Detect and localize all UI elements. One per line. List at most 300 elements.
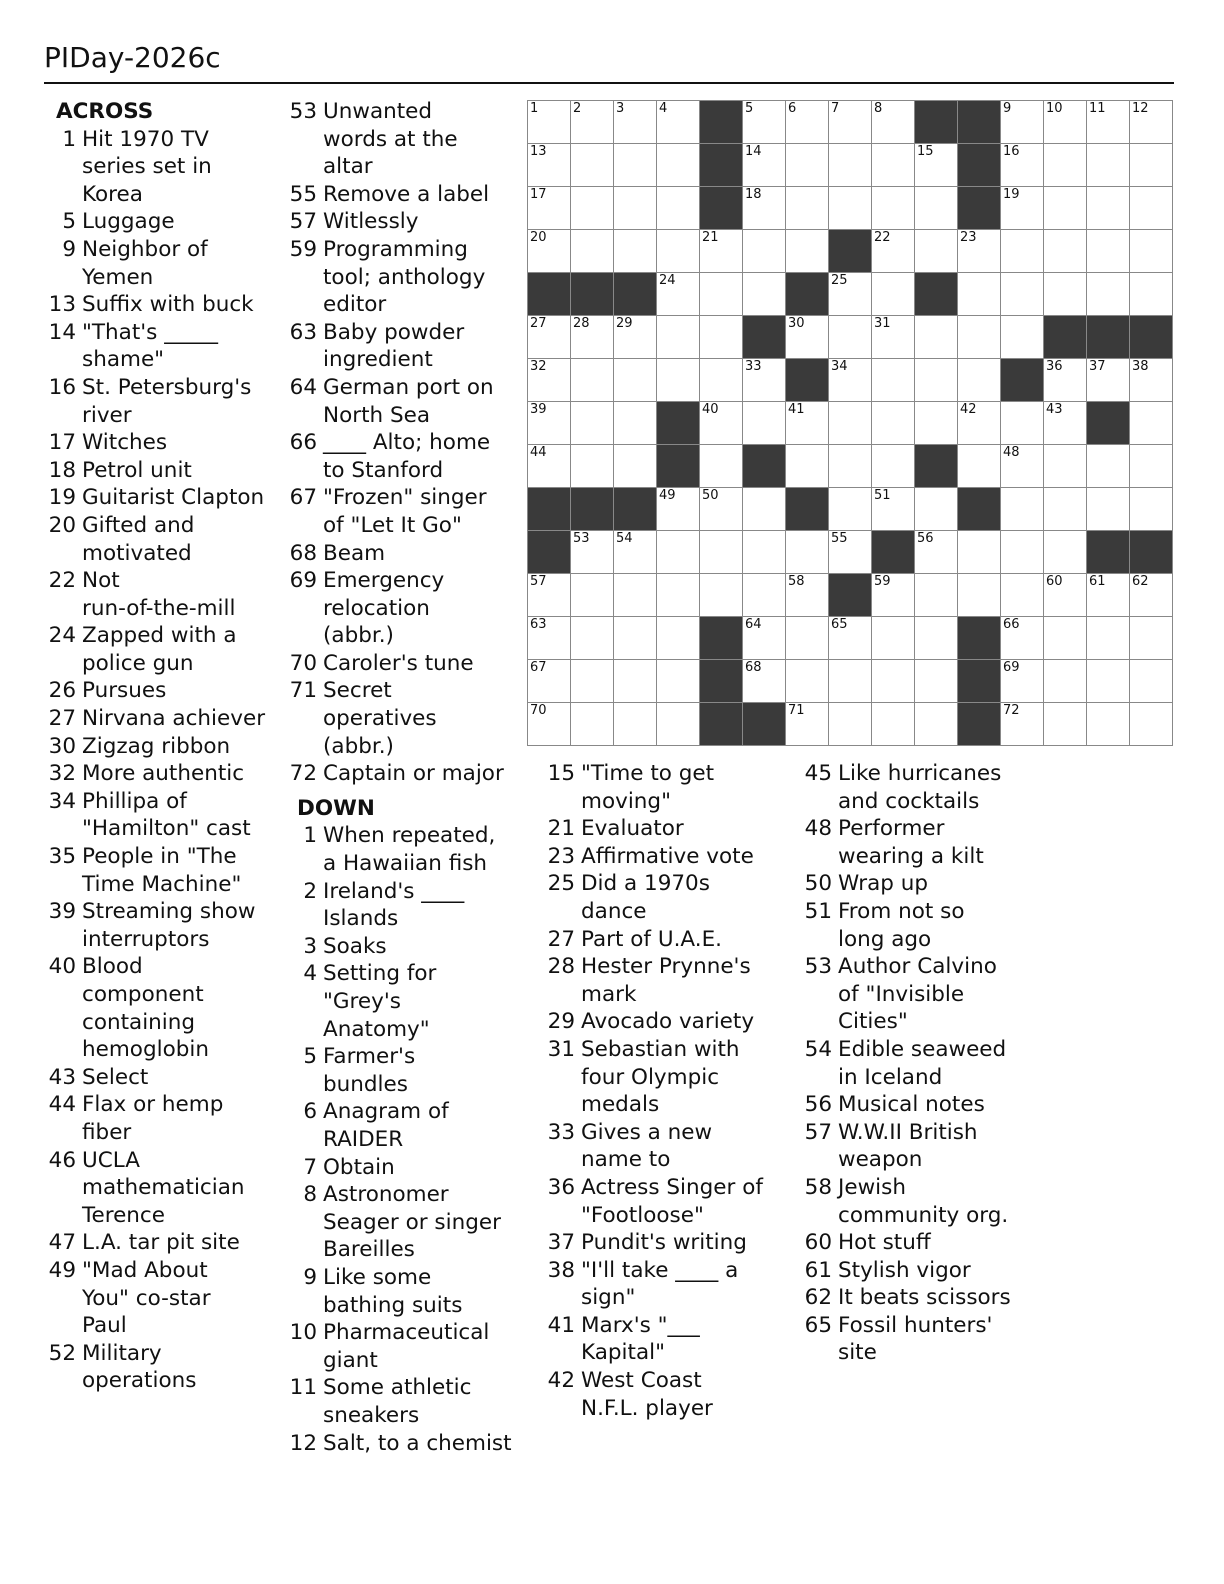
grid-cell[interactable] bbox=[871, 229, 914, 272]
grid-cell[interactable] bbox=[570, 100, 613, 143]
clue-item bbox=[800, 1036, 1050, 1091]
grid-cell[interactable] bbox=[656, 573, 699, 616]
grid-cell[interactable] bbox=[699, 358, 742, 401]
clue-number: 26 bbox=[48, 678, 76, 704]
grid-cell[interactable] bbox=[914, 358, 957, 401]
grid-cell[interactable] bbox=[1129, 358, 1172, 401]
grid-cell[interactable] bbox=[914, 186, 957, 229]
clue-number: 37 bbox=[547, 1230, 575, 1256]
clue-text bbox=[76, 1257, 274, 1340]
clue-item bbox=[44, 1147, 274, 1230]
grid-cell[interactable] bbox=[828, 100, 871, 143]
grid-cell[interactable] bbox=[1086, 616, 1129, 659]
grid-cell[interactable] bbox=[871, 272, 914, 315]
clue-text-line: moving" bbox=[581, 788, 671, 814]
grid-cell[interactable] bbox=[1000, 143, 1043, 186]
grid-cell[interactable] bbox=[785, 143, 828, 186]
grid-cell[interactable] bbox=[871, 616, 914, 659]
cell-number: 62 bbox=[1132, 574, 1149, 589]
clue-item bbox=[800, 815, 1050, 870]
grid-cell[interactable] bbox=[699, 272, 742, 315]
grid-cell[interactable] bbox=[1129, 616, 1172, 659]
clue-text-line: ingredient bbox=[323, 347, 433, 373]
clue-text bbox=[76, 1229, 274, 1257]
grid-cell[interactable] bbox=[1129, 487, 1172, 530]
clue-item bbox=[285, 878, 521, 933]
clue-item bbox=[44, 457, 274, 485]
grid-cell[interactable] bbox=[871, 573, 914, 616]
grid-cell[interactable] bbox=[613, 186, 656, 229]
grid-cell[interactable] bbox=[656, 272, 699, 315]
clue-text-line: wearing a kilt bbox=[838, 843, 984, 869]
clue-text-line: ____ Alto; home bbox=[323, 430, 491, 456]
grid-cell[interactable] bbox=[828, 401, 871, 444]
clue-number: 47 bbox=[48, 1230, 76, 1256]
grid-cell[interactable] bbox=[699, 401, 742, 444]
grid-cell[interactable] bbox=[570, 444, 613, 487]
cell-number: 16 bbox=[1003, 144, 1020, 159]
grid-cell-black bbox=[957, 659, 1000, 702]
grid-cell[interactable] bbox=[871, 143, 914, 186]
clue-text-line: Secret bbox=[323, 678, 392, 704]
clue-item bbox=[800, 870, 1050, 898]
grid-cell[interactable] bbox=[828, 616, 871, 659]
clue-text-line: Terence bbox=[82, 1202, 165, 1228]
grid-cell[interactable] bbox=[1129, 186, 1172, 229]
grid-cell[interactable] bbox=[1000, 401, 1043, 444]
clue-text-line: "Frozen" singer bbox=[323, 485, 487, 511]
clue-text bbox=[317, 567, 521, 650]
clue-number: 46 bbox=[48, 1147, 76, 1173]
grid-cell[interactable] bbox=[742, 100, 785, 143]
grid-cell-black bbox=[785, 358, 828, 401]
clue-text-line: operations bbox=[82, 1368, 197, 1394]
clue-number: 10 bbox=[289, 1320, 317, 1346]
grid-cell[interactable] bbox=[613, 659, 656, 702]
grid-cell[interactable] bbox=[527, 702, 570, 745]
grid-cell[interactable] bbox=[1000, 444, 1043, 487]
cell-number: 72 bbox=[1003, 703, 1020, 718]
clue-text-line: When repeated, bbox=[323, 823, 496, 849]
clue-number: 54 bbox=[804, 1036, 832, 1062]
clue-text-line: German port on bbox=[323, 374, 494, 400]
clue-text-line: Did a 1970s bbox=[581, 871, 710, 897]
grid-cell[interactable] bbox=[570, 702, 613, 745]
grid-cell[interactable] bbox=[742, 401, 785, 444]
grid-cell[interactable] bbox=[1086, 702, 1129, 745]
clue-item bbox=[44, 484, 274, 512]
grid-cell[interactable] bbox=[527, 315, 570, 358]
grid-cell[interactable] bbox=[1043, 573, 1086, 616]
clue-number: 55 bbox=[289, 181, 317, 207]
grid-cell[interactable] bbox=[570, 401, 613, 444]
grid-cell[interactable] bbox=[1086, 358, 1129, 401]
grid-cell[interactable] bbox=[785, 186, 828, 229]
grid-cell[interactable] bbox=[742, 186, 785, 229]
grid-cell[interactable] bbox=[570, 659, 613, 702]
grid-cell[interactable] bbox=[957, 444, 1000, 487]
grid-cell[interactable] bbox=[742, 616, 785, 659]
clue-text bbox=[76, 429, 274, 457]
clue-text-line: UCLA bbox=[82, 1147, 140, 1173]
grid-cell[interactable] bbox=[699, 229, 742, 272]
clue-text-line: run-of-the-mill bbox=[82, 595, 236, 621]
cell-number: 29 bbox=[616, 316, 633, 331]
grid-cell[interactable] bbox=[613, 616, 656, 659]
grid-cell[interactable] bbox=[1000, 530, 1043, 573]
grid-cell[interactable] bbox=[1129, 444, 1172, 487]
grid-cell[interactable] bbox=[871, 444, 914, 487]
grid-cell[interactable] bbox=[957, 573, 1000, 616]
grid-cell[interactable] bbox=[656, 100, 699, 143]
grid-cell[interactable] bbox=[785, 616, 828, 659]
cell-number: 8 bbox=[874, 101, 883, 116]
grid-cell[interactable] bbox=[1086, 186, 1129, 229]
clue-text bbox=[575, 1367, 793, 1422]
grid-cell-black bbox=[699, 143, 742, 186]
clue-number: 15 bbox=[547, 761, 575, 786]
clue-item bbox=[44, 898, 274, 953]
cell-number: 43 bbox=[1046, 402, 1063, 417]
grid-cell[interactable] bbox=[828, 444, 871, 487]
clue-text-line: North Sea bbox=[323, 402, 431, 428]
grid-cell[interactable] bbox=[828, 659, 871, 702]
grid-cell[interactable] bbox=[828, 530, 871, 573]
clue-column-4 bbox=[800, 760, 1050, 1367]
grid-cell[interactable] bbox=[570, 143, 613, 186]
clue-text bbox=[76, 484, 274, 512]
clue-text-line: operatives bbox=[323, 706, 437, 732]
clue-text bbox=[317, 960, 521, 1043]
clue-number: 8 bbox=[303, 1182, 317, 1208]
clue-item bbox=[285, 236, 521, 319]
grid-cell[interactable] bbox=[656, 358, 699, 401]
grid-cell[interactable] bbox=[871, 401, 914, 444]
grid-cell[interactable] bbox=[957, 530, 1000, 573]
grid-cell[interactable] bbox=[656, 659, 699, 702]
grid-cell[interactable] bbox=[1086, 229, 1129, 272]
grid-cell[interactable] bbox=[1129, 143, 1172, 186]
cell-number: 36 bbox=[1046, 359, 1063, 374]
clue-text-line: "Grey's bbox=[323, 989, 401, 1014]
grid-cell[interactable] bbox=[828, 702, 871, 745]
grid-cell[interactable] bbox=[1043, 530, 1086, 573]
clue-text bbox=[575, 1257, 793, 1312]
clue-text bbox=[832, 1312, 1050, 1367]
grid-cell[interactable] bbox=[1000, 272, 1043, 315]
grid-cell[interactable] bbox=[742, 229, 785, 272]
grid-cell[interactable] bbox=[957, 358, 1000, 401]
grid-cell[interactable] bbox=[828, 186, 871, 229]
clue-text bbox=[832, 870, 1050, 898]
grid-cell[interactable] bbox=[828, 315, 871, 358]
grid-cell[interactable] bbox=[527, 401, 570, 444]
grid-cell[interactable] bbox=[914, 573, 957, 616]
grid-cell[interactable] bbox=[1129, 702, 1172, 745]
grid-cell[interactable] bbox=[871, 100, 914, 143]
grid-cell[interactable] bbox=[1043, 272, 1086, 315]
clue-text-line: words at the bbox=[323, 126, 458, 152]
cell-number: 15 bbox=[917, 144, 934, 159]
grid-cell[interactable] bbox=[871, 487, 914, 530]
grid-cell[interactable] bbox=[570, 573, 613, 616]
grid-cell[interactable] bbox=[785, 444, 828, 487]
clue-number: 60 bbox=[804, 1230, 832, 1256]
grid-cell[interactable] bbox=[742, 659, 785, 702]
clue-text bbox=[317, 1181, 521, 1264]
clue-text-line: Time Machine" bbox=[82, 871, 242, 897]
grid-cell[interactable] bbox=[1129, 659, 1172, 702]
clue-text-line: Witlessly bbox=[323, 209, 419, 235]
grid-cell[interactable] bbox=[1043, 143, 1086, 186]
grid-cell[interactable] bbox=[1129, 229, 1172, 272]
clue-text bbox=[832, 1119, 1050, 1174]
clue-text-line: Caroler's tune bbox=[323, 650, 474, 676]
grid-cell[interactable] bbox=[742, 530, 785, 573]
clue-number: 1 bbox=[62, 126, 76, 152]
grid-cell[interactable] bbox=[656, 186, 699, 229]
clue-item bbox=[285, 1098, 521, 1153]
grid-cell[interactable] bbox=[957, 272, 1000, 315]
grid-cell-black bbox=[742, 444, 785, 487]
clue-text-line: Some athletic bbox=[323, 1375, 472, 1401]
grid-cell[interactable] bbox=[828, 272, 871, 315]
grid-cell[interactable] bbox=[527, 616, 570, 659]
grid-cell[interactable] bbox=[570, 358, 613, 401]
grid-cell[interactable] bbox=[527, 573, 570, 616]
grid-cell[interactable] bbox=[656, 616, 699, 659]
grid-cell[interactable] bbox=[613, 573, 656, 616]
clue-number: 17 bbox=[48, 430, 76, 456]
clue-number: 62 bbox=[804, 1285, 832, 1311]
grid-cell[interactable] bbox=[656, 530, 699, 573]
grid-cell-black bbox=[656, 401, 699, 444]
cell-number: 39 bbox=[530, 402, 547, 417]
grid-cell[interactable] bbox=[785, 229, 828, 272]
grid-cell[interactable] bbox=[957, 229, 1000, 272]
grid-cell[interactable] bbox=[656, 487, 699, 530]
clue-text-line: Remove a label bbox=[323, 181, 490, 207]
clue-item bbox=[44, 622, 274, 677]
clue-text bbox=[832, 1257, 1050, 1285]
grid-cell[interactable] bbox=[1000, 229, 1043, 272]
grid-cell[interactable] bbox=[1043, 487, 1086, 530]
grid-cell[interactable] bbox=[699, 444, 742, 487]
clue-text-line: Like hurricanes bbox=[838, 761, 1002, 786]
grid-cell[interactable] bbox=[1043, 444, 1086, 487]
grid-cell[interactable] bbox=[785, 659, 828, 702]
clue-text-line: Actress Singer of bbox=[581, 1174, 763, 1200]
clue-text-line: Korea bbox=[82, 181, 143, 207]
grid-cell[interactable] bbox=[1000, 487, 1043, 530]
clue-item bbox=[543, 1257, 793, 1312]
clue-number: 29 bbox=[547, 1009, 575, 1035]
grid-cell[interactable] bbox=[785, 401, 828, 444]
grid-cell[interactable] bbox=[527, 143, 570, 186]
grid-cell[interactable] bbox=[1000, 702, 1043, 745]
grid-cell[interactable] bbox=[914, 487, 957, 530]
grid-cell[interactable] bbox=[1086, 444, 1129, 487]
grid-cell[interactable] bbox=[1000, 100, 1043, 143]
grid-cell[interactable] bbox=[1043, 616, 1086, 659]
clue-text-line: Emergency bbox=[323, 568, 445, 594]
clue-text-line: Marx's "___ bbox=[581, 1312, 700, 1338]
grid-cell[interactable] bbox=[914, 143, 957, 186]
grid-cell[interactable] bbox=[957, 401, 1000, 444]
grid-cell-black bbox=[828, 573, 871, 616]
grid-cell-black bbox=[957, 487, 1000, 530]
grid-cell[interactable] bbox=[699, 573, 742, 616]
grid-cell[interactable] bbox=[957, 315, 1000, 358]
grid-cell[interactable] bbox=[828, 143, 871, 186]
clue-text-line: Captain or major bbox=[323, 761, 504, 787]
grid-cell[interactable] bbox=[1086, 143, 1129, 186]
grid-cell[interactable] bbox=[1129, 272, 1172, 315]
grid-cell[interactable] bbox=[699, 487, 742, 530]
cell-number: 17 bbox=[530, 187, 547, 202]
cell-number: 13 bbox=[530, 144, 547, 159]
grid-cell[interactable] bbox=[527, 444, 570, 487]
grid-cell[interactable] bbox=[1043, 186, 1086, 229]
clue-item bbox=[44, 733, 274, 761]
grid-cell[interactable] bbox=[613, 143, 656, 186]
grid-cell[interactable] bbox=[613, 444, 656, 487]
grid-cell[interactable] bbox=[1043, 702, 1086, 745]
grid-cell[interactable] bbox=[1043, 100, 1086, 143]
grid-cell[interactable] bbox=[1000, 186, 1043, 229]
grid-cell[interactable] bbox=[699, 315, 742, 358]
grid-cell[interactable] bbox=[613, 530, 656, 573]
grid-cell[interactable] bbox=[828, 358, 871, 401]
clue-number: 21 bbox=[547, 816, 575, 842]
grid-cell[interactable] bbox=[1086, 100, 1129, 143]
clue-text bbox=[317, 760, 521, 788]
grid-cell[interactable] bbox=[527, 186, 570, 229]
grid-cell[interactable] bbox=[742, 573, 785, 616]
clue-item bbox=[44, 512, 274, 567]
grid-cell[interactable] bbox=[914, 229, 957, 272]
grid-cell-black bbox=[957, 186, 1000, 229]
clue-text bbox=[317, 1264, 521, 1319]
grid-cell[interactable] bbox=[527, 100, 570, 143]
clue-text-line: in Iceland bbox=[838, 1064, 943, 1090]
grid-cell[interactable] bbox=[871, 358, 914, 401]
grid-cell[interactable] bbox=[613, 229, 656, 272]
grid-cell[interactable] bbox=[613, 702, 656, 745]
grid-cell[interactable] bbox=[1086, 487, 1129, 530]
grid-cell[interactable] bbox=[785, 573, 828, 616]
grid-cell[interactable] bbox=[656, 143, 699, 186]
clue-text-line: a Hawaiian fish bbox=[323, 851, 488, 877]
grid-cell[interactable] bbox=[914, 702, 957, 745]
grid-cell[interactable] bbox=[570, 186, 613, 229]
grid-cell[interactable] bbox=[1086, 272, 1129, 315]
grid-cell[interactable] bbox=[1000, 616, 1043, 659]
grid-cell[interactable] bbox=[742, 358, 785, 401]
grid-cell[interactable] bbox=[1129, 100, 1172, 143]
grid-cell[interactable] bbox=[785, 530, 828, 573]
clue-text-line: Soaks bbox=[323, 933, 387, 959]
grid-cell[interactable] bbox=[570, 530, 613, 573]
cell-number: 9 bbox=[1003, 101, 1012, 116]
grid-cell[interactable] bbox=[785, 702, 828, 745]
clue-number: 11 bbox=[289, 1375, 317, 1401]
grid-cell[interactable] bbox=[1086, 573, 1129, 616]
grid-cell[interactable] bbox=[785, 100, 828, 143]
clue-text-line: Hot stuff bbox=[838, 1230, 931, 1256]
clue-item bbox=[800, 1119, 1050, 1174]
grid-cell[interactable] bbox=[1000, 315, 1043, 358]
grid-cell[interactable] bbox=[871, 186, 914, 229]
clue-item bbox=[800, 1257, 1050, 1285]
grid-cell[interactable] bbox=[1043, 229, 1086, 272]
clue-text bbox=[317, 822, 521, 877]
grid-cell-black bbox=[527, 530, 570, 573]
clue-item bbox=[285, 822, 521, 877]
grid-cell[interactable] bbox=[742, 272, 785, 315]
clue-text bbox=[317, 181, 521, 209]
grid-cell[interactable] bbox=[613, 358, 656, 401]
grid-cell[interactable] bbox=[871, 702, 914, 745]
grid-cell[interactable] bbox=[914, 659, 957, 702]
clue-column-2 bbox=[285, 98, 521, 1457]
grid-cell[interactable] bbox=[1043, 358, 1086, 401]
grid-cell[interactable] bbox=[699, 530, 742, 573]
grid-cell[interactable] bbox=[613, 100, 656, 143]
cell-number: 30 bbox=[788, 316, 805, 331]
grid-cell[interactable] bbox=[613, 401, 656, 444]
clue-text-line: West Coast bbox=[581, 1368, 702, 1394]
cell-number: 3 bbox=[616, 101, 625, 116]
grid-cell[interactable] bbox=[1043, 401, 1086, 444]
grid-cell[interactable] bbox=[785, 315, 828, 358]
grid-cell[interactable] bbox=[656, 229, 699, 272]
grid-cell[interactable] bbox=[742, 487, 785, 530]
grid-cell[interactable] bbox=[1043, 659, 1086, 702]
grid-cell[interactable] bbox=[914, 401, 957, 444]
clue-number: 9 bbox=[303, 1264, 317, 1290]
clue-text-line: "Mad About bbox=[82, 1257, 208, 1283]
grid-cell[interactable] bbox=[1000, 573, 1043, 616]
grid-cell[interactable] bbox=[656, 702, 699, 745]
grid-cell[interactable] bbox=[914, 530, 957, 573]
grid-cell[interactable] bbox=[914, 616, 957, 659]
clue-item bbox=[285, 933, 521, 961]
grid-cell-black bbox=[527, 272, 570, 315]
grid-cell[interactable] bbox=[570, 229, 613, 272]
grid-cell[interactable] bbox=[527, 358, 570, 401]
clue-item bbox=[543, 843, 793, 871]
grid-cell[interactable] bbox=[570, 616, 613, 659]
grid-cell[interactable] bbox=[871, 659, 914, 702]
grid-cell[interactable] bbox=[1129, 401, 1172, 444]
grid-cell[interactable] bbox=[613, 315, 656, 358]
grid-cell[interactable] bbox=[527, 659, 570, 702]
grid-cell[interactable] bbox=[1129, 573, 1172, 616]
grid-cell[interactable] bbox=[656, 315, 699, 358]
clue-number: 36 bbox=[547, 1174, 575, 1200]
grid-cell[interactable] bbox=[828, 487, 871, 530]
grid-cell[interactable] bbox=[914, 315, 957, 358]
grid-cell[interactable] bbox=[1086, 659, 1129, 702]
clue-text bbox=[317, 429, 521, 484]
grid-cell[interactable] bbox=[570, 315, 613, 358]
grid-cell[interactable] bbox=[742, 143, 785, 186]
grid-cell[interactable] bbox=[527, 229, 570, 272]
clue-number: 2 bbox=[303, 878, 317, 904]
grid-cell[interactable] bbox=[1000, 659, 1043, 702]
grid-cell[interactable] bbox=[871, 315, 914, 358]
